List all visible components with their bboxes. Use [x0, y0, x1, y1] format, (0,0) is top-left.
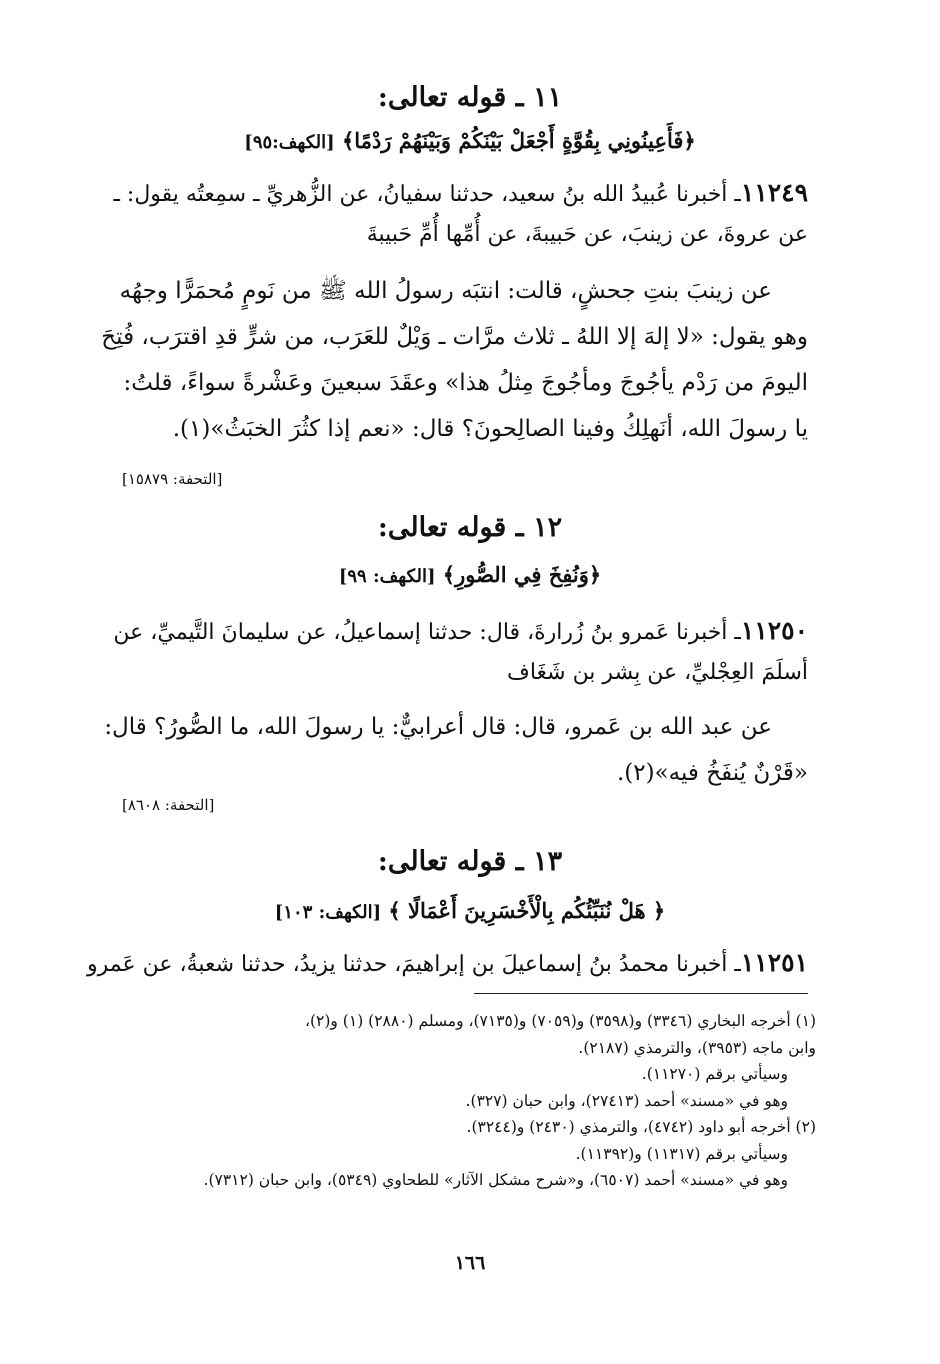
hadith-matn — [101, 268, 808, 452]
isnad-text: ـ أخبرنا عَمرو بنُ زُرارةَ، قال: حدثنا إسماعيلُ، عن سليمانَ التَّيميِّ، عن — [113, 620, 741, 645]
ayah-reference: [الكهف: ٩٩] — [338, 566, 436, 587]
hadith-isnad-line — [113, 616, 808, 646]
ayah-reference: [الكهف: ١٠٣] — [274, 902, 382, 923]
footnote-line: وابن ماجه (٣٩٥٣)، والترمذي (٢١٨٧). — [578, 1038, 816, 1057]
footnote-line: وسيأتي برقم (١١٢٧٠). — [641, 1065, 788, 1083]
isnad-text: ـ أخبرنا محمدُ بنُ إسماعيلَ بن إبراهيمَ، حدثنا يزيدُ، حدثنا شعبةُ، عن عَمرو — [87, 952, 741, 977]
ayah-reference: [الكهف:٩٥] — [244, 132, 335, 153]
tuhfa-reference: [التحفة: ١٥٨٧٩] — [122, 470, 223, 488]
footnote-separator — [474, 993, 808, 994]
section-heading-12: ١٢ ـ قوله تعالى: — [377, 512, 563, 543]
footnote-line: وهو في «مسند» أحمد (٢٧٤١٣)، وابن حبان (٣٢٧). — [465, 1091, 788, 1110]
section-heading-13: ١٣ ـ قوله تعالى: — [377, 846, 563, 877]
tuhfa-reference: [التحفة: ٨٦٠٨] — [122, 796, 215, 814]
ayah-line-11 — [0, 128, 940, 153]
footnote-line: وهو في «مسند» أحمد (٦٥٠٧)، و«شرح مشكل الآثار» للطحاوي (٥٣٤٩)، وابن حبان (٧٣١٢). — [203, 1171, 788, 1189]
matn-line: عن عبد الله بن عَمرو، قال: قال أعرابيٌّ: يا رسولَ الله، ما الصُّورُ؟ قال: — [104, 714, 772, 740]
footnote-line: (١) أخرجه البخاري (٣٣٤٦) و(٣٥٩٨) و(٧٠٥٩) و(٧١٣٥)، ومسلم (٢٨٨٠) (١) و(٢)، — [304, 1012, 816, 1030]
hadith-isnad-line — [87, 948, 808, 978]
footnote-line: وسيأتي برقم (١١٣١٧) و(١١٣٩٢). — [575, 1144, 788, 1163]
isnad-text: ـ أخبرنا عُبيدُ الله بنُ سعيد، حدثنا سفيانُ، عن الزُّهريِّ ـ سمِعتُه يقول: ـ — [113, 182, 741, 207]
ayah-line-13 — [0, 898, 940, 923]
ayah-text: ﴿وَنُفِخَ فِي الصُّورِ﴾ — [442, 562, 602, 587]
hadith-number: ١١٢٤٩ — [740, 178, 808, 207]
hadith-number: ١١٢٥٠ — [740, 616, 808, 645]
hadith-isnad-line: عن عروةَ، عن زينبَ، عن حَبيبةَ، عن أُمِّها أُمِّ حَبيبةَ — [366, 222, 808, 247]
ayah-line-12 — [0, 562, 940, 587]
matn-line: اليومَ من رَدْم يأجُوجَ ومأجُوجَ مِثلُ هذا» وعقَدَ سبعينَ وعَشْرةً سواءً، قلتُ: — [123, 370, 808, 396]
matn-line: يا رسولَ الله، أنَهلِكُ وفينا الصالِحونَ؟ قال: «نعم إذا كثُرَ الخبَثُ»(١). — [172, 416, 808, 442]
hadith-isnad-line — [113, 178, 808, 208]
matn-line: وهو يقول: «لا إلهَ إلا اللهُ ـ ثلاث مرَّات ـ وَيْلٌ للعَرَب، من شرٍّ قدِ اقترَب، فُتِحَ — [101, 324, 808, 350]
hadith-isnad-line: أسلَمَ العِجْليِّ، عن بِشر بن شَغَاف — [507, 660, 808, 685]
matn-line: عن زينبَ بنتِ جحشٍ، قالت: انتبَه رسولُ الله ﷺ من نَومٍ مُحمَرًّا وجهُه — [119, 278, 772, 304]
ayah-text: ﴿ هَلْ نُنَبِّئُكُم بِالْأَخْسَرِينَ أَعْمَالًا ﴾ — [388, 898, 666, 923]
page-number: ١٦٦ — [454, 1252, 486, 1274]
section-heading-11: ١١ ـ قوله تعالى: — [377, 82, 563, 113]
hadith-number: ١١٢٥١ — [740, 948, 808, 977]
hadith-matn — [104, 704, 808, 796]
matn-line: «قَرْنٌ يُنفَخُ فيه»(٢). — [616, 760, 808, 786]
footnotes — [116, 1008, 816, 1194]
footnote-line: (٢) أخرجه أبو داود (٤٧٤٢)، والترمذي (٢٤٣٠) و(٣٢٤٤). — [466, 1118, 816, 1136]
ayah-text: ﴿فَأَعِينُونِي بِقُوَّةٍ أَجْعَلْ بَيْنَكُمْ وَبَيْنَهُمْ رَدْمًا﴾ — [342, 128, 696, 153]
